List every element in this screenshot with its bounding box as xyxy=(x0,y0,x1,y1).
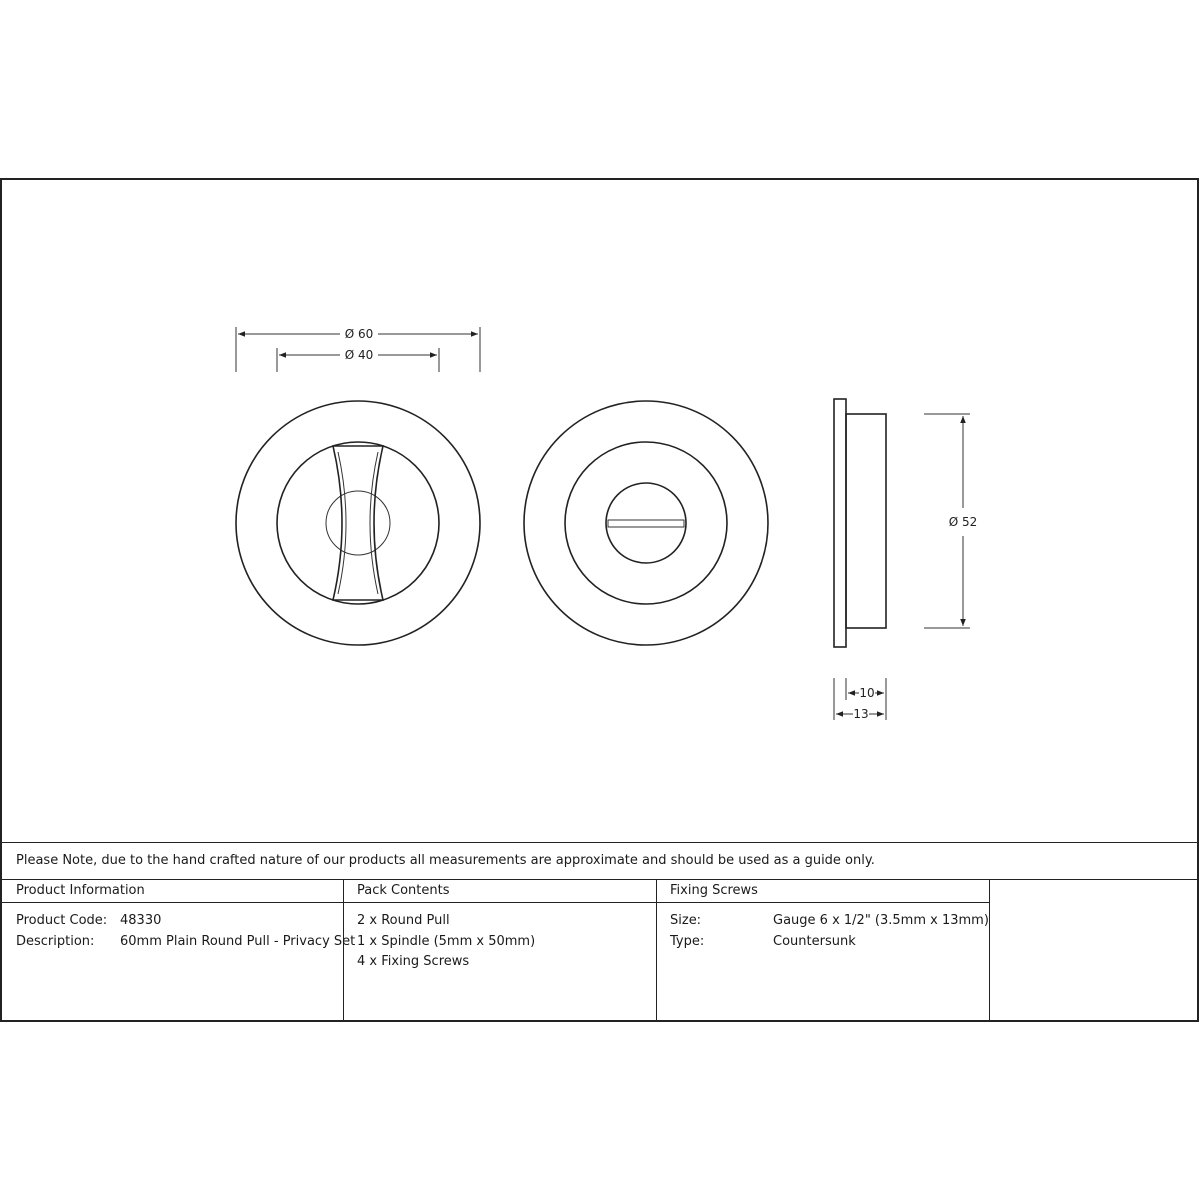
disclaimer-note: Please Note, due to the hand crafted nature of our products all measurements are approximate and should be used as a guide only. xyxy=(16,853,875,868)
product-code-value: 48330 xyxy=(120,913,162,928)
outer-diameter-label: Ø 60 xyxy=(344,327,374,341)
front-view-turn-knob xyxy=(236,401,480,645)
size-value: Gauge 6 x 1/2" (3.5mm x 13mm) xyxy=(773,913,989,928)
size-label: Size: xyxy=(670,913,702,928)
dimension-depth xyxy=(834,678,886,721)
description-label: Description: xyxy=(16,934,95,949)
type-label: Type: xyxy=(670,934,705,949)
note-divider xyxy=(2,842,1197,843)
pack-item: 1 x Spindle (5mm x 50mm) xyxy=(357,934,536,949)
product-info-heading: Product Information xyxy=(16,883,145,898)
pack-item: 2 x Round Pull xyxy=(357,913,450,928)
column-divider-3 xyxy=(989,879,990,1022)
release-slot xyxy=(608,520,684,527)
release-boss xyxy=(606,483,686,563)
dimension-side-diameter xyxy=(924,414,977,628)
drawing-sheet xyxy=(0,178,1199,1022)
depth-inner-label: 10 xyxy=(859,686,875,700)
depth-total-label: 13 xyxy=(853,707,869,721)
side-diameter-label: Ø 52 xyxy=(948,515,978,529)
table-top-rule xyxy=(2,879,1197,880)
turn-knob xyxy=(333,446,383,600)
column-divider-2 xyxy=(656,879,657,1022)
pack-item: 4 x Fixing Screws xyxy=(357,954,470,969)
header-rule xyxy=(2,902,990,903)
inner-cup xyxy=(565,442,727,604)
dimension-inner-diameter xyxy=(277,348,439,372)
outer-rim xyxy=(236,401,480,645)
front-view-release-slot xyxy=(524,401,768,645)
side-view xyxy=(834,399,886,647)
column-divider-1 xyxy=(343,879,344,1022)
type-value: Countersunk xyxy=(773,934,856,949)
pack-contents-heading: Pack Contents xyxy=(357,883,450,898)
inner-cup xyxy=(277,442,439,604)
outer-rim xyxy=(524,401,768,645)
side-flange xyxy=(834,399,846,647)
fixing-screws-heading: Fixing Screws xyxy=(670,883,758,898)
description-value: 60mm Plain Round Pull - Privacy Set xyxy=(120,934,356,949)
inner-diameter-label: Ø 40 xyxy=(344,348,374,362)
knob-base xyxy=(326,491,390,555)
side-cup xyxy=(846,414,886,628)
product-code-label: Product Code: xyxy=(16,913,108,928)
technical-drawing xyxy=(2,180,1198,840)
knob-contour xyxy=(338,452,378,594)
